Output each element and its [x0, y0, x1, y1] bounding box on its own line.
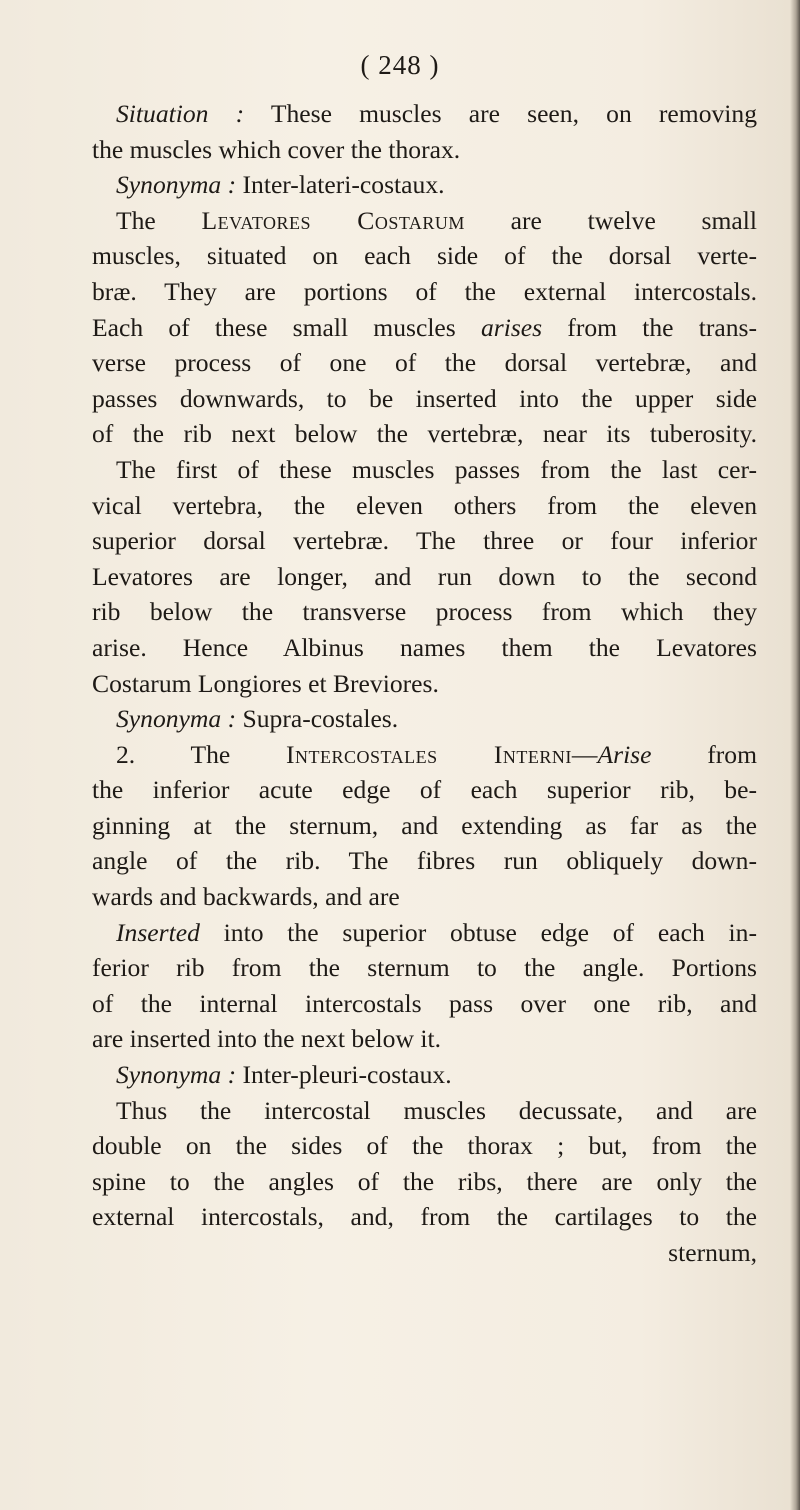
text-line — [92, 1057, 757, 1093]
text-run: — — [571, 739, 598, 769]
text-line — [92, 203, 757, 239]
text-line — [92, 950, 757, 986]
text-run: from — [651, 739, 757, 769]
text-run: Levatores are longer, and run down to the second — [92, 561, 757, 591]
text-run: Inter-lateri-costaux. — [236, 170, 445, 200]
body-text — [92, 96, 757, 1271]
text-line — [92, 701, 757, 737]
text-run: sternum, — [668, 1238, 757, 1267]
text-run: These muscles are seen, on removing — [244, 99, 757, 128]
text-run: Synonyma : — [116, 1060, 237, 1090]
text-line — [92, 772, 757, 808]
text-run: 2. The — [116, 739, 287, 769]
text-line — [92, 167, 757, 203]
text-line — [92, 381, 757, 417]
text-run: are inserted into the next below it. — [92, 1024, 441, 1054]
text-line — [92, 1199, 757, 1235]
text-run: Thus the intercostal muscles decussate, and are — [116, 1095, 757, 1125]
text-run: Levatores Costarum — [201, 205, 465, 235]
text-run: from the trans- — [542, 312, 757, 342]
text-run: The — [116, 205, 202, 235]
text-run: Each of these small muscles — [92, 312, 481, 342]
text-run: Situation : — [116, 99, 245, 128]
text-line — [92, 666, 757, 702]
text-run: angle of the rib. The fibres run obliquely down- — [92, 846, 757, 876]
text-run: external intercostals, and, from the cartilages to the — [92, 1202, 757, 1232]
text-run: ferior rib from the sternum to the angle. Portions — [92, 953, 757, 983]
page-edge-shadow — [790, 0, 800, 1510]
text-run: are twelve small — [464, 205, 757, 235]
text-line — [92, 559, 757, 595]
text-run: arises — [480, 312, 543, 342]
text-run: Arise — [597, 739, 652, 769]
text-line — [92, 1021, 757, 1057]
text-line — [92, 274, 757, 310]
text-line — [92, 630, 757, 666]
text-run: into the superior obtuse edge of each in- — [199, 917, 757, 947]
text-line — [92, 345, 757, 381]
text-line — [92, 488, 757, 524]
text-line — [92, 737, 757, 773]
catchword — [92, 1235, 757, 1271]
text-run: rib below the transverse process from which they — [92, 597, 757, 627]
text-line — [92, 523, 757, 559]
text-line — [92, 416, 757, 452]
text-line — [92, 843, 757, 879]
text-line — [92, 808, 757, 844]
text-run: bræ. They are portions of the external intercostals. — [92, 276, 757, 306]
page-number: ( 248 ) — [360, 50, 440, 80]
text-run: Synonyma : — [116, 170, 237, 200]
text-line — [92, 1164, 757, 1200]
text-run: Supra-costales. — [236, 704, 399, 734]
text-run: vical vertebra, the eleven others from the eleven — [92, 490, 757, 520]
text-run: of the internal intercostals pass over one rib, and — [92, 988, 757, 1018]
text-run: muscles, situated on each side of the dorsal verte- — [92, 241, 757, 271]
text-line — [92, 238, 757, 274]
text-run: double on the sides of the thorax ; but, from the — [92, 1131, 757, 1161]
text-run: wards and backwards, and are — [92, 882, 400, 912]
text-run: verse process of one of the dorsal vertebræ, and — [92, 348, 757, 378]
text-run: Inter-pleuri-costaux. — [236, 1060, 452, 1090]
text-run: superior dorsal vertebræ. The three or four inferior — [92, 526, 757, 556]
text-run: Intercostales Interni — [286, 739, 572, 769]
text-run: passes downwards, to be inserted into the upper side — [92, 383, 757, 413]
text-run: arise. Hence Albinus names them the Levatores — [92, 632, 757, 662]
text-line — [92, 452, 757, 488]
text-line — [92, 310, 757, 346]
text-line — [92, 1093, 757, 1129]
text-run: the inferior acute edge of each superior rib, be- — [92, 775, 757, 805]
text-line — [92, 1128, 757, 1164]
text-run: Inserted — [116, 917, 200, 947]
text-line — [92, 132, 757, 168]
text-run: Synonyma : — [116, 704, 237, 734]
text-run: of the rib next below the vertebræ, near its tuberosity. — [92, 419, 757, 449]
text-run: spine to the angles of the ribs, there are only the — [92, 1166, 757, 1196]
text-line — [92, 96, 757, 132]
text-run: ginning at the sternum, and extending as far as the — [92, 810, 757, 840]
text-line — [92, 879, 757, 915]
text-run: The first of these muscles passes from the last cer- — [116, 454, 757, 484]
text-line — [92, 594, 757, 630]
text-run: the muscles which cover the thorax. — [92, 134, 461, 164]
text-line — [92, 915, 757, 951]
text-line — [92, 986, 757, 1022]
text-run: Costarum Longiores et Breviores. — [92, 668, 439, 698]
